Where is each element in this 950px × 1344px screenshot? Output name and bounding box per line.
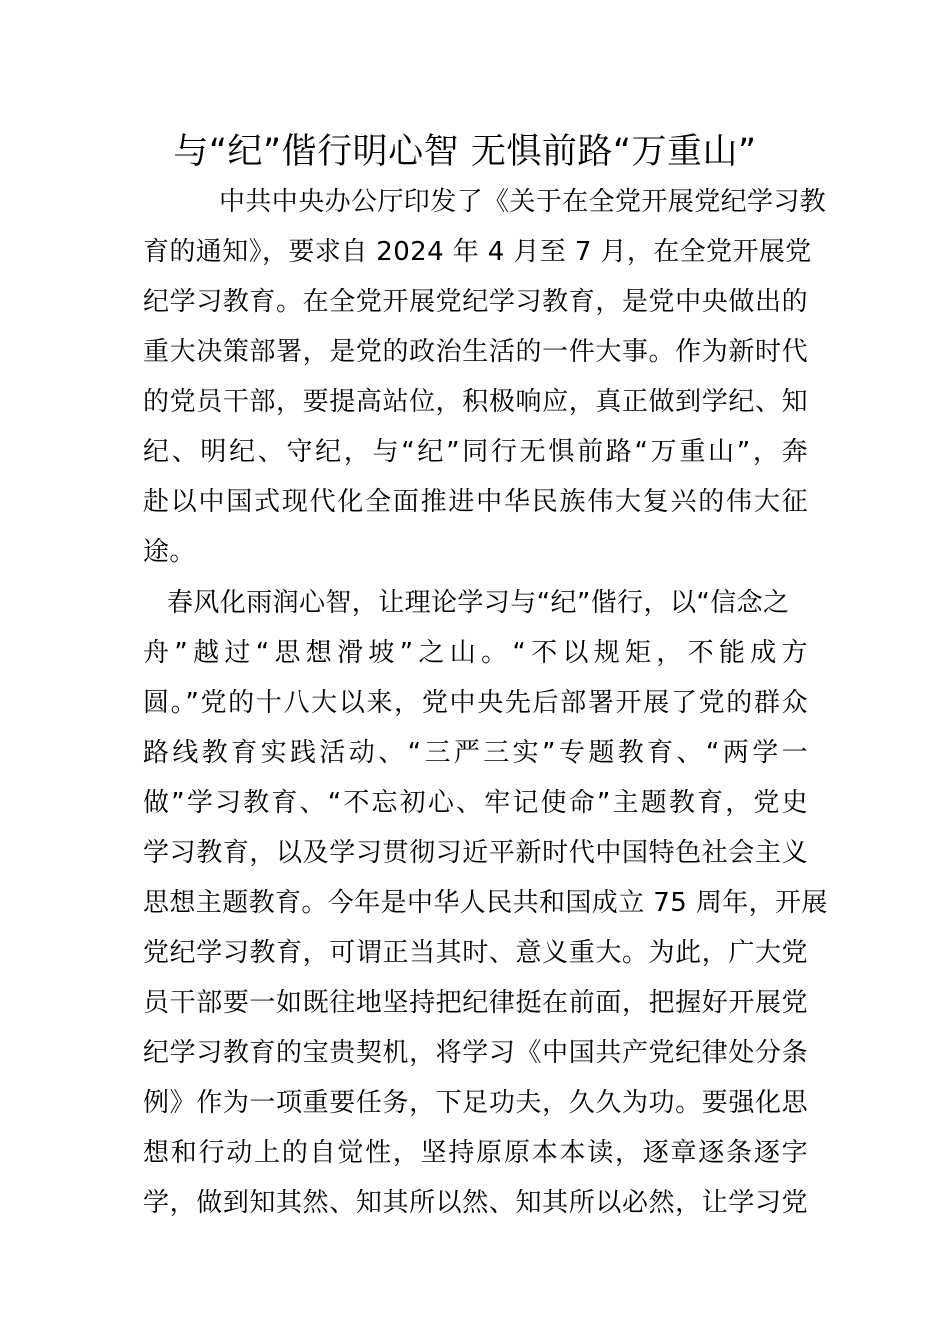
paragraph-1-line: 的党员干部，要提高站位，积极响应，真正做到学纪、知 [143,387,808,417]
paragraph-2-line: 做”学习教育、“不忘初心、牢记使命”主题教育，党史 [143,788,808,818]
paragraph-1-line: 赴以中国式现代化全面推进中华民族伟大复兴的伟大征 [143,487,808,517]
paragraph-1-line: 重大决策部署，是党的政治生活的一件大事。作为新时代 [143,337,808,367]
paragraph-1-line: 纪学习教育。在全党开展党纪学习教育，是党中央做出的 [143,287,808,317]
paragraph-1-line: 育的通知》，要求自 2024 年 4 月至 7 月，在全党开展党 [143,237,812,267]
paragraph-2-line: 春风化雨润心智，让理论学习与“纪”偕行，以“信念之 [167,588,790,618]
document-title: 与“纪”偕行明心智 无惧前路“万重山” [173,132,757,172]
paragraph-1-line: 中共中央办公厅印发了《关于在全党开展党纪学习教 [219,187,827,217]
paragraph-2-line: 学，做到知其然、知其所以然、知其所以必然，让学习党 [143,1188,808,1218]
paragraph-2-line: 思想主题教育。今年是中华人民共和国成立 75 周年，开展 [143,888,828,918]
paragraph-2-line: 学习教育，以及学习贯彻习近平新时代中国特色社会主义 [143,838,808,868]
paragraph-2 [143,578,828,1228]
paragraph-2-line: 党纪学习教育，可谓正当其时、意义重大。为此，广大党 [143,938,808,968]
paragraph-1-line: 途。 [143,537,196,567]
paragraph-2-line: 路线教育实践活动、“三严三实”专题教育、“两学一 [143,738,808,768]
paragraph-2-line: 想和行动上的自觉性，坚持原原本本读，逐章逐条逐字 [143,1138,808,1168]
paragraph-2-line: 纪学习教育的宝贵契机，将学习《中国共产党纪律处分条 [143,1038,808,1068]
paragraph-1-line: 纪、明纪、守纪，与“纪”同行无惧前路“万重山”，奔 [143,437,808,467]
paragraph-2-line: 例》作为一项重要任务，下足功夫，久久为功。要强化思 [143,1088,808,1118]
paragraph-2-line: 圆。”党的十八大以来，党中央先后部署开展了党的群众 [143,688,808,718]
paragraph-1 [143,177,827,577]
paragraph-2-line: 员干部要一如既往地坚持把纪律挺在前面，把握好开展党 [143,988,808,1018]
paragraph-2-line: 舟”越过“思想滑坡”之山。“不以规矩，不能成方 [143,638,808,668]
